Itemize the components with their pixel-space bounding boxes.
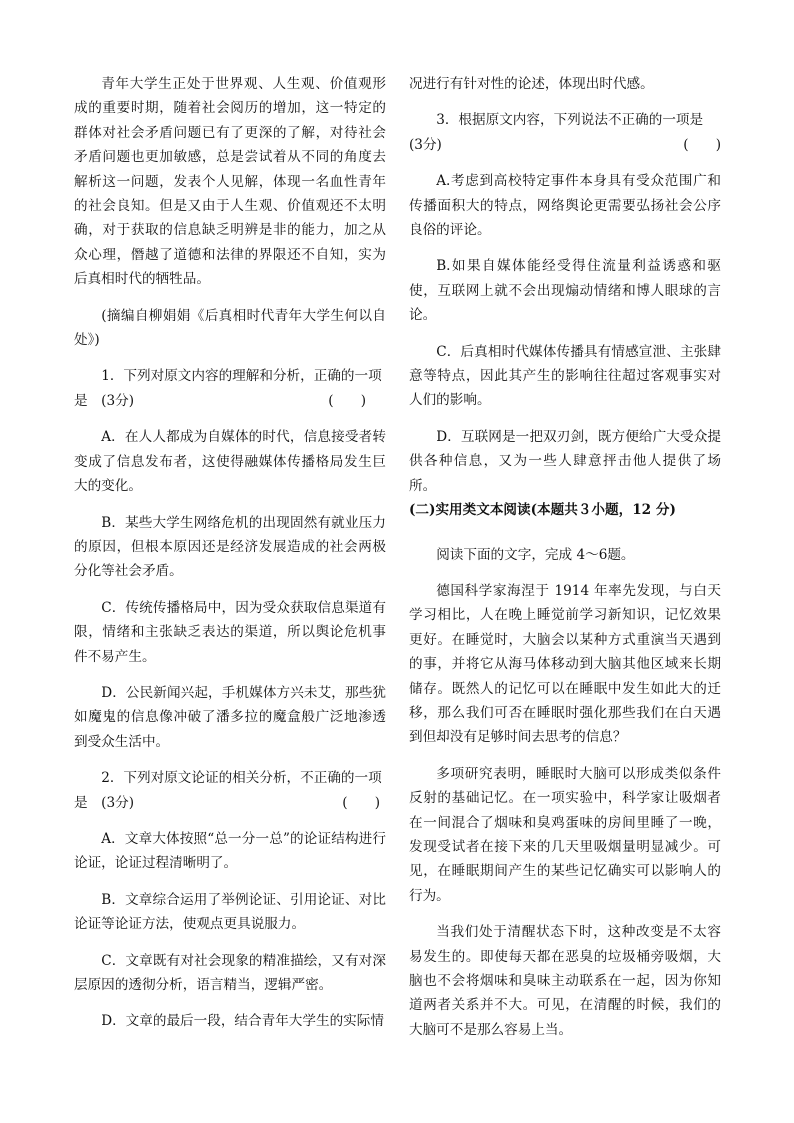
question-1-answer-blank[interactable]: ( ) (328, 392, 366, 409)
question-1-option-d: D．公民新闻兴起，手机媒体方兴未艾，那些犹如魔鬼的信息像冲破了潘多拉的魔盒般广泛地渗透到受众生活中。 (74, 684, 386, 750)
question-2-option-a: A．文章大体按照“总一分一总”的论证结构进行论证，论证过程清晰明了。 (74, 830, 386, 872)
question-3-option-b: B.如果自媒体能经受得住流量利益诱惑和驱使，互联网上就不会出现煽动情绪和博人眼球的言论。 (409, 258, 721, 324)
question-2-option-d: D．文章的最后一段，结合青年大学生的实际情 (101, 1013, 384, 1030)
left-column (74, 72, 386, 1034)
question-1-option-a: A．在人人都成为自媒体的时代，信息接受者转变成了信息发布者，这使得融媒体传播格局发生巨大的变化。 (74, 429, 386, 495)
reading-instruction: 阅读下面的文字，完成 4～6题。 (436, 546, 635, 563)
section-2-heading: (二)实用类文本阅读(本题共３小题，12 分) (409, 502, 676, 519)
passage-tail-paragraph: 青年大学生正处于世界观、人生观、价值观形成的重要时期，随着社会阅历的增加，这一特定的群体对社会矛盾问题已有了更深的了解，对待社会矛盾问题也更加敏感，总是尝试着从不同的角度去解析这一问题，发表个人见解，体现一名血性青年的社会良知。但是又由于人生观、价值观还不太明确，对于获取的信息缺乏明辨是非的能力，加之从众心理，僭越了道德和法律的界限还不自知，实为后真相时代的牺牲品。 (74, 76, 386, 288)
article-paragraph-2: 多项研究表明，睡眠时大脑可以形成类似条件反射的基础记忆。在一项实验中，科学家让吸烟者在一间混合了烟味和臭鸡蛋味的房间里睡了一晚，发现受试者在接下来的几天里吸烟量明显减少。可见，在睡眠期间产生的某些记忆确实可以影响人的行为。 (409, 765, 721, 904)
question-1-option-c: C．传统传播格局中，因为受众获取信息渠道有限，情绪和主张缺乏表达的渠道，所以舆论危机事件不易产生。 (74, 599, 386, 665)
question-3-answer-blank[interactable]: ( ) (683, 136, 721, 153)
question-3-option-a: A.考虑到高校特定事件本身具有受众范围广和传播面积大的特点，网络舆论更需要弘扬社会公序良俗的评论。 (409, 173, 721, 239)
question-2-score: 是 (3分) (74, 794, 135, 811)
question-2-option-c: C．文章既有对社会现象的精准描绘，又有对深层原因的透彻分析，语言精当，逻辑严密。 (74, 952, 386, 993)
right-column (409, 72, 721, 1042)
question-1-option-b: B．某些大学生网络危机的出现固然有就业压力的原因，但根本原因还是经济发展造成的社会两极分化等社会矛盾。 (74, 514, 386, 580)
article-paragraph-1: 德国科学家海涅于 1914 年率先发现，与白天学习相比，人在晚上睡觉前学习新知识，记忆效果更好。在睡觉时，大脑会以某种方式重演当天遇到的事，并将它从海马体移动到大脑其他区域来长期储存。既然人的记忆可以在睡眠中发生如此大的迁移，那么我们可否在睡眠时强化那些我们在白天遇到但却没有足够时间去思考的信息？ (409, 582, 721, 746)
article-paragraph-3: 当我们处于清醒状态下时，这种改变是不太容易发生的。即使每天都在恶臭的垃圾桶旁吸烟，大脑也不会将烟味和臭味主动联系在一起，因为你知道两者关系并不大。可见，在清醒的时候，我们的大脑可不是那么容易上当。 (409, 924, 721, 1038)
question-3-option-c: C．后真相时代媒体传播具有情感宣泄、主张肆意等特点，因此其产生的影响往往超过客观事实对人们的影响。 (409, 343, 721, 409)
question-2-option-d-continued: 况进行有针对性的论述，体现出时代感。 (409, 76, 654, 92)
question-2-option-b: B．文章综合运用了举例论证、引用论证、对比论证等论证方法，使观点更具说服力。 (74, 891, 386, 933)
question-1-score: 是 (3分) (74, 392, 135, 409)
question-3-score: (3分) (409, 136, 442, 153)
question-3-stem-end (409, 133, 721, 157)
question-1-stem: 1．下列对原文内容的理解和分析，正确的一项 (101, 368, 382, 385)
question-3-stem: 3．根据原文内容，下列说法不正确的一项是 (436, 112, 704, 129)
question-2-answer-blank[interactable]: ( ) (342, 794, 380, 811)
question-2-stem-end (74, 791, 386, 815)
question-1-stem-end (74, 389, 386, 413)
source-citation: (摘编自柳娟娟《后真相时代青年大学生何以自处》) (74, 307, 386, 349)
question-2-stem: 2．下列对原文论证的相关分析，不正确的一项 (101, 770, 382, 787)
question-3-option-d: D．互联网是一把双刃剑，既方便给广大受众提供各种信息，又为一些人肆意抨击他人提供了场所。 (409, 428, 721, 494)
